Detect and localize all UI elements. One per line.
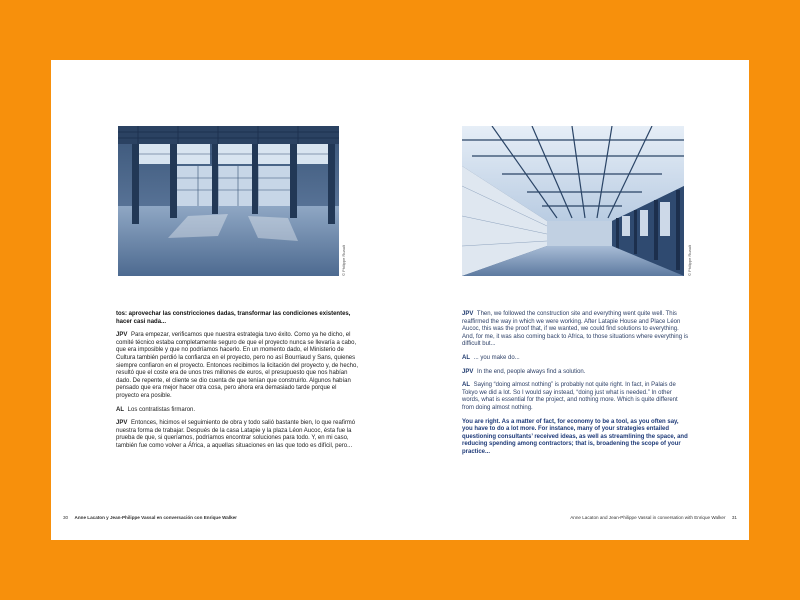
left-text-column bbox=[116, 311, 361, 457]
left-hall-photo bbox=[118, 126, 339, 276]
paragraph-text: In the end, people always find a solution. bbox=[477, 368, 586, 375]
right-paragraph bbox=[462, 355, 690, 363]
left-paragraph bbox=[116, 407, 361, 415]
left-photo-credit: © Philippe Ruault bbox=[341, 245, 346, 276]
left-lead-paragraph: tos: aprovechar las constricciones dadas, transformar las condiciones existentes, hacer casi nada... bbox=[116, 311, 351, 325]
left-folio bbox=[63, 515, 237, 520]
paragraph-text: Para empezar, verificamos que nuestra estrategia tuvo éxito. Como ya he dicho, el comité técnico estaba completamente seguro de que el proyecto nunca se llevaría a cabo, que era imposible y que no podríamos hacerlo. En un momento dado, el Ministerio de Cultura también perdió la confianza en el proyecto, pero no así Bourriaud y Sans, quienes siempre confiaron en el proyecto. Entonces recibimos la licitación del proyecto y, de hecho, resultó que el coste era de unos tres millones de euros, el presupuesto que nos habían dado. De repente, el cliente se dio cuenta de que tenían que construirlo. Algunos habían pensado que era mejor hacer otra cosa, pero ahora era demasiado tarde porque el proyecto era posible. bbox=[116, 332, 359, 399]
right-closing-paragraph: You are right. As a matter of fact, for economy to be a tool, as you often say, you have to do a lot more. For instance, many of your strategies entailed questioning consultants’ received ideas, as well as streamlining the space, and reducing spending among contractors; that is, broadening the scope of your practice... bbox=[462, 418, 688, 455]
speaker-label: AL bbox=[462, 354, 470, 361]
speaker-label: AL bbox=[116, 406, 124, 413]
left-page-number: 30 bbox=[63, 515, 69, 520]
right-text-column bbox=[462, 311, 690, 463]
right-paragraph bbox=[462, 369, 690, 377]
left-paragraph bbox=[116, 332, 361, 400]
right-hall-photo bbox=[462, 126, 684, 276]
right-folio bbox=[570, 515, 737, 520]
left-running-title: Anne Lacaton y Jean-Philippe Vassal en conversación con Enrique Walker bbox=[74, 515, 237, 520]
right-paragraph bbox=[462, 382, 690, 412]
paragraph-text: Los contratistas firmaron. bbox=[127, 406, 196, 413]
speaker-label: JPV bbox=[116, 420, 128, 427]
speaker-label: JPV bbox=[116, 332, 128, 339]
paragraph-text: Saying “doing almost nothing” is probably not quite right. In fact, in Palais de Tokyo we did a lot. So I would say instead, “doing just what is needed.” In other words, what is essential for the project, and nothing more. Which is quite different from doing almost nothing. bbox=[462, 382, 678, 411]
speaker-label: AL bbox=[462, 382, 470, 389]
right-photo-credit: © Philippe Ruault bbox=[687, 245, 692, 276]
speaker-label: JPV bbox=[462, 368, 474, 375]
paragraph-text: Then, we followed the construction site and everything went quite well. This reaffirmed the way in which we were working. After Latapie House and Place Léon Aucoc, this was the proof that, if we wanted, we could find solutions to everything. And, for me, it was also coming back to Africa, to those situations where everything is difficult but... bbox=[462, 311, 689, 348]
paragraph-text: Entonces, hicimos el seguimiento de obra y todo salió bastante bien, lo que reafirmó nuestra forma de trabajar. Después de la casa Latapie y la plaza Léon Aucoc, ésta fue la prueba de que, si queríamos, podríamos encontrar soluciones para todo. Y, en mi caso, también fue como volver a África, a aquellas situaciones en las que todo es difícil, pero... bbox=[116, 420, 356, 449]
right-running-title: Anne Lacaton and Jean-Philippe Vassal in conversation with Enrique Walker bbox=[570, 515, 726, 520]
paragraph-text: ... you make do... bbox=[473, 354, 520, 361]
book-spread bbox=[51, 60, 749, 540]
right-page-number: 31 bbox=[731, 515, 737, 520]
speaker-label: JPV bbox=[462, 311, 474, 317]
right-paragraph bbox=[462, 311, 690, 349]
left-paragraph bbox=[116, 420, 361, 450]
